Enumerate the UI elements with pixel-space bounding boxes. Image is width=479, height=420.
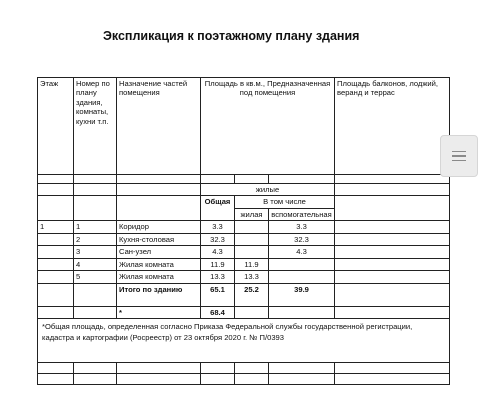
table-row: 3 Сан-узел 4.3 4.3 bbox=[38, 246, 450, 258]
header-area: Площадь в кв.м., Предназначенная под помещения bbox=[201, 78, 335, 175]
header-living: жилая bbox=[235, 208, 269, 220]
document-title: Экспликация к поэтажному плану здания bbox=[103, 29, 360, 43]
footnote-text: *Общая площадь, определенная согласно Приказа Федеральной службы государственной регистрации, кадастра и картографии (Росреестр) от 23 октября 2020 г. № П/0393 bbox=[38, 319, 450, 363]
empty-row bbox=[38, 363, 450, 374]
note-row bbox=[38, 319, 450, 363]
header-including: В том числе bbox=[235, 196, 335, 208]
header-room-number: Номер по плану здания, комнаты, кухни т.п. bbox=[74, 78, 117, 175]
table-row: 4 Жилая комната 11.9 11.9 bbox=[38, 258, 450, 270]
explication-table bbox=[37, 77, 450, 385]
totals-auxiliary: 39.9 bbox=[269, 283, 335, 306]
header-purpose: Назначение частей помещения bbox=[117, 78, 201, 175]
totals-label: Итого по зданию bbox=[117, 283, 201, 306]
subheader-row bbox=[38, 196, 450, 208]
totals-living: 25.2 bbox=[235, 283, 269, 306]
spacer-row bbox=[38, 175, 450, 184]
footnote-value-row bbox=[38, 306, 450, 318]
drag-handle-icon[interactable] bbox=[440, 135, 478, 177]
header-total: Общая bbox=[201, 196, 235, 221]
totals-row bbox=[38, 283, 450, 306]
totals-total: 65.1 bbox=[201, 283, 235, 306]
table-row: 5 Жилая комната 13.3 13.3 bbox=[38, 271, 450, 283]
header-floor: Этаж bbox=[38, 78, 74, 175]
table-row: 2 Кухня-столовая 32.3 32.3 bbox=[38, 233, 450, 245]
header-balcony: Площадь балконов, лоджий, веранд и террас bbox=[335, 78, 450, 175]
table-row: 1 1 Коридор 3.3 3.3 bbox=[38, 221, 450, 233]
residential-group-row bbox=[38, 184, 450, 196]
header-auxiliary: вспомогательная bbox=[269, 208, 335, 220]
footnote-star: * bbox=[117, 306, 201, 318]
footnote-area-value: 68.4 bbox=[201, 306, 235, 318]
header-row bbox=[38, 78, 450, 175]
header-residential: жилые bbox=[201, 184, 335, 196]
empty-row bbox=[38, 374, 450, 385]
